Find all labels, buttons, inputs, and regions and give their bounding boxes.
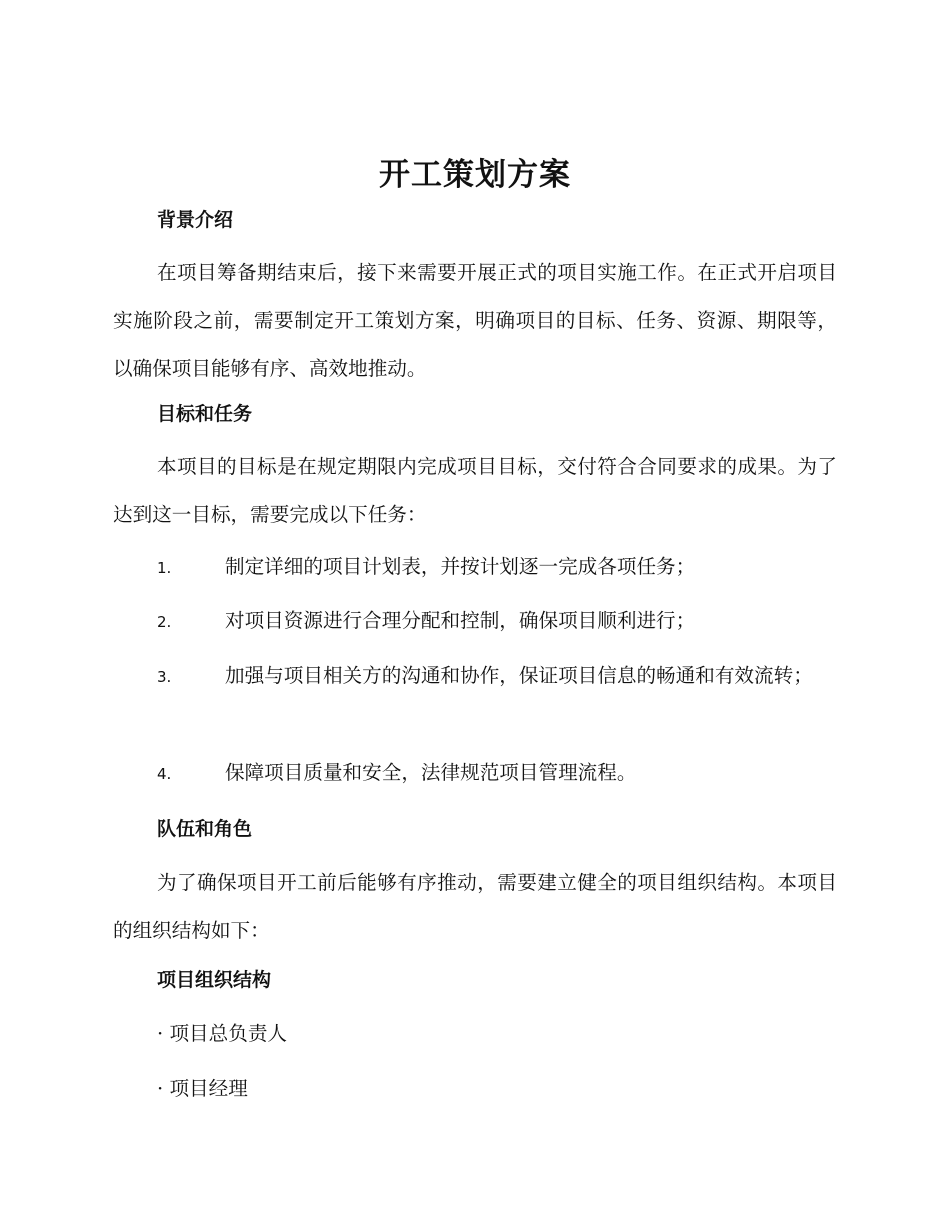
list-item-number: 3. (157, 668, 172, 686)
list-item-text: 加强与项目相关方的沟通和协作，保证项目信息的畅通和有效流转； (225, 664, 813, 687)
list-item-text: 对项目资源进行合理分配和控制，确保项目顺利进行； (225, 609, 696, 632)
bullet-item: · 项目经理 (157, 1077, 248, 1100)
heading-org: 项目组织结构 (157, 969, 272, 991)
list-item-number: 4. (157, 765, 172, 783)
list-item-text: 保障项目质量和安全，法律规范项目管理流程。 (225, 761, 637, 784)
heading-background: 背景介绍 (157, 209, 234, 231)
heading-goals: 目标和任务 (157, 403, 253, 425)
paragraph-team: 为了确保项目开工前后能够有序推动，需要建立健全的项目组织结构。本项目的组织结构如下： (113, 871, 837, 942)
list-item (113, 543, 837, 592)
list-item-number: 1. (157, 559, 172, 577)
paragraph-background: 在项目筹备期结束后，接下来需要开展正式的项目实施工作。在正式开启项目实施阶段之前，需要制定开工策划方案，明确项目的目标、任务、资源、期限等，以确保项目能够有序、高效地推动。 (113, 261, 837, 380)
document-title: 开工策划方案 (379, 157, 571, 193)
list-item (113, 597, 837, 646)
heading-team: 队伍和角色 (157, 818, 253, 840)
list-item (113, 749, 837, 798)
list-item-number: 2. (157, 613, 172, 631)
bullet-item: · 项目总负责人 (157, 1022, 288, 1045)
list-item-text: 制定详细的项目计划表，并按计划逐一完成各项任务； (225, 555, 696, 578)
list-item (113, 652, 837, 701)
paragraph-goals: 本项目的目标是在规定期限内完成项目目标，交付符合合同要求的成果。为了达到这一目标，需要完成以下任务： (113, 455, 837, 526)
